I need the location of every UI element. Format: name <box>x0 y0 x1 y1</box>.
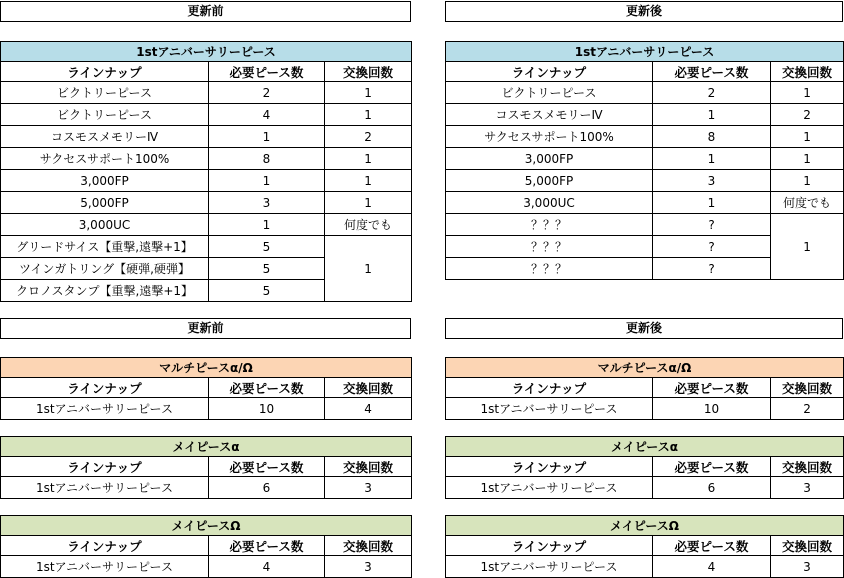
row-pieces: 1 <box>209 126 325 148</box>
row-item: 3,000UC <box>1 214 209 236</box>
row-count: 2 <box>325 126 412 148</box>
col-count: 交換回数 <box>325 536 412 556</box>
table-title: マルチピースα/Ω <box>1 358 412 378</box>
col-pieces: 必要ピース数 <box>209 378 325 398</box>
row-item: 3,000FP <box>446 148 653 170</box>
col-count: 交換回数 <box>771 378 844 398</box>
row-item: ビクトリーピース <box>1 104 209 126</box>
col-lineup: ラインナップ <box>1 457 209 477</box>
table-row <box>1 236 412 258</box>
row-pieces: 4 <box>653 556 771 578</box>
row-pieces: 6 <box>209 477 325 499</box>
row-count: 1 <box>325 170 412 192</box>
row-pieces: 5 <box>209 258 325 280</box>
row-pieces: 1 <box>653 104 771 126</box>
row-item: 1stアニバーサリーピース <box>1 477 209 499</box>
row-count: 1 <box>771 126 844 148</box>
row-count: 3 <box>325 477 412 499</box>
row-item: 1stアニバーサリーピース <box>1 398 209 420</box>
table-row <box>1 104 412 126</box>
row-pieces: 3 <box>209 192 325 214</box>
after-header-2: 更新後 <box>445 318 843 339</box>
table-title: マルチピースα/Ω <box>446 358 844 378</box>
col-pieces: 必要ピース数 <box>209 62 325 82</box>
row-item: 1stアニバーサリーピース <box>446 477 653 499</box>
table-row <box>446 214 844 236</box>
table-row <box>446 556 844 578</box>
row-count: 何度でも <box>771 192 844 214</box>
table-title: メイピースα <box>446 437 844 457</box>
row-item: ビクトリーピース <box>1 82 209 104</box>
table-row <box>1 82 412 104</box>
col-count: 交換回数 <box>325 62 412 82</box>
row-pieces: 10 <box>653 398 771 420</box>
row-item: 1stアニバーサリーピース <box>1 556 209 578</box>
row-count: 3 <box>771 477 844 499</box>
row-count: 1 <box>771 170 844 192</box>
col-count: 交換回数 <box>771 457 844 477</box>
table-row <box>1 556 412 578</box>
row-item: クロノスタンプ【重撃,遠撃+1】 <box>1 280 209 302</box>
before-header-2: 更新前 <box>0 318 411 339</box>
col-count: 交換回数 <box>771 536 844 556</box>
row-count: 1 <box>771 148 844 170</box>
row-item: 3,000UC <box>446 192 653 214</box>
anniversary-after-table <box>445 41 844 280</box>
row-count-merged: 1 <box>771 214 844 280</box>
row-count: 3 <box>771 556 844 578</box>
row-count: 1 <box>325 148 412 170</box>
table-row <box>446 398 844 420</box>
col-pieces: 必要ピース数 <box>653 62 771 82</box>
row-count: 4 <box>325 398 412 420</box>
col-pieces: 必要ピース数 <box>209 457 325 477</box>
table-row <box>446 104 844 126</box>
row-pieces: 1 <box>209 170 325 192</box>
row-item: コスモスメモリーⅣ <box>446 104 653 126</box>
row-pieces: 1 <box>209 214 325 236</box>
table-row <box>1 214 412 236</box>
row-count: 1 <box>325 104 412 126</box>
row-count: 何度でも <box>325 214 412 236</box>
row-count: 3 <box>325 556 412 578</box>
row-item: サクセスサポート100% <box>1 148 209 170</box>
col-pieces: 必要ピース数 <box>653 378 771 398</box>
table-row <box>446 192 844 214</box>
before-header: 更新前 <box>0 1 411 22</box>
col-lineup: ラインナップ <box>1 378 209 398</box>
row-item: 5,000FP <box>446 170 653 192</box>
may-omega-after-table <box>445 515 844 578</box>
col-lineup: ラインナップ <box>1 62 209 82</box>
row-count: 2 <box>771 398 844 420</box>
row-pieces: ? <box>653 258 771 280</box>
row-item: ツインガトリング【硬弾,硬弾】 <box>1 258 209 280</box>
table-row <box>446 477 844 499</box>
row-item: 5,000FP <box>1 192 209 214</box>
multi-after-table <box>445 357 844 420</box>
col-lineup: ラインナップ <box>446 378 653 398</box>
row-pieces: 5 <box>209 280 325 302</box>
row-pieces: 4 <box>209 556 325 578</box>
after-header: 更新後 <box>445 1 843 22</box>
col-count: 交換回数 <box>771 62 844 82</box>
col-lineup: ラインナップ <box>446 62 653 82</box>
row-pieces: ? <box>653 214 771 236</box>
row-item: ビクトリーピース <box>446 82 653 104</box>
col-lineup: ラインナップ <box>1 536 209 556</box>
col-pieces: 必要ピース数 <box>209 536 325 556</box>
row-pieces: 10 <box>209 398 325 420</box>
col-lineup: ラインナップ <box>446 457 653 477</box>
before-column <box>0 0 411 576</box>
row-item: 3,000FP <box>1 170 209 192</box>
may-omega-before-table <box>0 515 412 578</box>
row-pieces: 8 <box>209 148 325 170</box>
col-pieces: 必要ピース数 <box>653 536 771 556</box>
row-item: 1stアニバーサリーピース <box>446 556 653 578</box>
table-row <box>1 477 412 499</box>
table-row <box>1 398 412 420</box>
row-count: 2 <box>771 104 844 126</box>
row-count: 1 <box>771 82 844 104</box>
table-row <box>446 82 844 104</box>
table-row <box>1 148 412 170</box>
col-lineup: ラインナップ <box>446 536 653 556</box>
table-row <box>446 170 844 192</box>
row-item: ？？？ <box>446 258 653 280</box>
row-pieces: 6 <box>653 477 771 499</box>
table-row <box>446 126 844 148</box>
row-item: コスモスメモリーⅣ <box>1 126 209 148</box>
table-row <box>1 170 412 192</box>
row-item: ？？？ <box>446 214 653 236</box>
table-title: メイピースΩ <box>446 516 844 536</box>
table-title: 1stアニバーサリーピース <box>446 42 844 62</box>
after-column <box>445 0 843 576</box>
row-pieces: 5 <box>209 236 325 258</box>
table-title: 1stアニバーサリーピース <box>1 42 412 62</box>
may-alpha-before-table <box>0 436 412 499</box>
row-count-merged: 1 <box>325 236 412 302</box>
row-pieces: 1 <box>653 148 771 170</box>
row-pieces: 4 <box>209 104 325 126</box>
multi-before-table <box>0 357 412 420</box>
table-row <box>1 192 412 214</box>
row-pieces: 1 <box>653 192 771 214</box>
row-count: 1 <box>325 82 412 104</box>
row-item: 1stアニバーサリーピース <box>446 398 653 420</box>
anniversary-before-table <box>0 41 412 302</box>
row-pieces: 2 <box>209 82 325 104</box>
row-pieces: ? <box>653 236 771 258</box>
row-pieces: 3 <box>653 170 771 192</box>
col-pieces: 必要ピース数 <box>653 457 771 477</box>
row-pieces: 8 <box>653 126 771 148</box>
row-count: 1 <box>325 192 412 214</box>
table-row <box>1 126 412 148</box>
table-title: メイピースα <box>1 437 412 457</box>
col-count: 交換回数 <box>325 457 412 477</box>
row-pieces: 2 <box>653 82 771 104</box>
row-item: サクセスサポート100% <box>446 126 653 148</box>
col-count: 交換回数 <box>325 378 412 398</box>
row-item: ？？？ <box>446 236 653 258</box>
table-title: メイピースΩ <box>1 516 412 536</box>
row-item: グリードサイス【重撃,遠撃+1】 <box>1 236 209 258</box>
table-row <box>446 148 844 170</box>
may-alpha-after-table <box>445 436 844 499</box>
